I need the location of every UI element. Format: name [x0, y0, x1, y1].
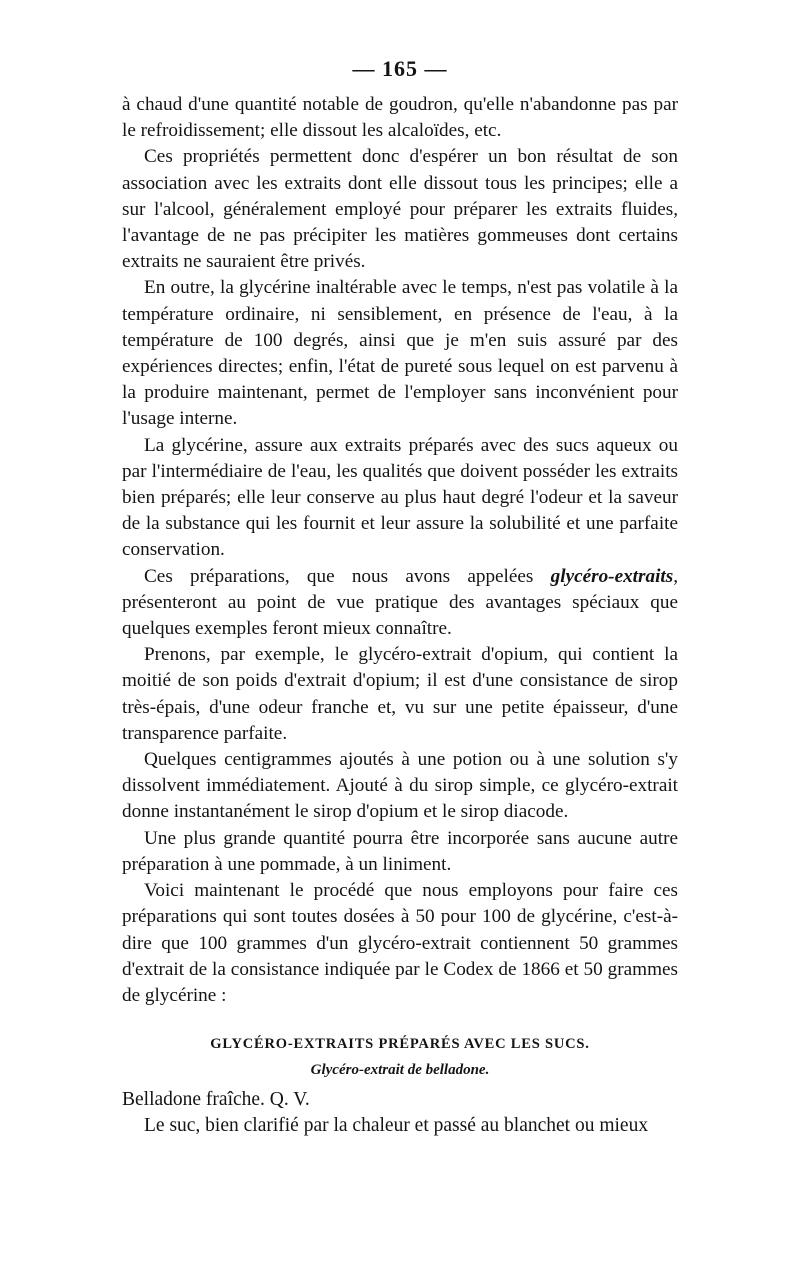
page-body: [122, 92, 678, 1140]
final-line: Le suc, bien clarifié par la chaleur et passé au blanchet ou mieux: [144, 1115, 649, 1137]
glycero-extraits-term: glycéro-extraits: [550, 565, 674, 587]
p5-after: , présenteront au point de vue pratique des avantages spéciaux que quelques exemples feront mieux connaître.: [122, 565, 678, 640]
paragraph-2: Ces propriétés permettent donc d'espérer un bon résultat de son association avec les extraits dont elle dissout tous les principes; elle a sur l'alcool, généralement employé pour préparer les extraits fluides, l'avantage de ne pas précipiter les matières gommeuses dont certains extraits ne sauraient être privés.: [122, 146, 678, 273]
paragraph-5: [122, 564, 678, 643]
p5-before: Ces préparations, que nous avons appelées: [144, 565, 551, 587]
paragraph-1: à chaud d'une quantité notable de goudron, qu'elle n'abandonne pas par le refroidissement; elle dissout les alcaloïdes, etc.: [122, 94, 678, 142]
paragraph-8: Une plus grande quantité pourra être incorporée sans aucune autre préparation à une pommade, à un liniment.: [122, 827, 678, 875]
recipe-line: Belladone fraîche. Q. V.: [122, 1089, 310, 1111]
paragraph-9: Voici maintenant le procédé que nous employons pour faire ces préparations qui sont toutes dosées à 50 pour 100 de glycérine, c'est-à-dire que 100 grammes d'un glycéro-extrait contiennent 50 grammes d'extrait de la consistance indiquée par le Codex de 1866 et 50 grammes de glycérine :: [122, 880, 678, 1006]
page-number: — 165 —: [352, 56, 448, 81]
paragraph-6: Prenons, par exemple, le glycéro-extrait d'opium, qui contient la moitié de son poids d'extrait d'opium; il est d'une consistance de sirop très-épais, d'une odeur franche et, vu sur une petite épaisseur, d'une transparence parfaite.: [122, 644, 678, 744]
paragraph-3: En outre, la glycérine inaltérable avec le temps, n'est pas volatile à la température ordinaire, ni sensiblement, en présence de l'eau, à la température de 100 degrés, ainsi que je m'en suis assuré par des expériences directes; enfin, l'état de pureté sous lequel on est parvenu à la produire maintenant, permet de l'employer sans inconvénient pour l'usage interne.: [122, 277, 678, 430]
recipe-block: [122, 1087, 678, 1139]
section-heading: GLYCÉRO-EXTRAITS PRÉPARÉS AVEC LES SUCS.: [210, 1036, 590, 1053]
paragraph-7: Quelques centigrammes ajoutés à une potion ou à une solution s'y dissolvent immédiatement. Ajouté à du sirop simple, ce glycéro-extrait donne instantanément le sirop d'opium et le sirop diacode.: [122, 749, 678, 823]
section-subheading: Glycéro-extrait de belladone.: [310, 1062, 490, 1079]
paragraph-4: La glycérine, assure aux extraits préparés avec des sucs aqueux ou par l'intermédiaire de l'eau, les qualités que doivent posséder les extraits bien préparés; elle leur conserve au plus haut degré l'odeur et la saveur de la substance qui les fournit et leur assure la solubilité et une parfaite conservation.: [122, 434, 678, 561]
